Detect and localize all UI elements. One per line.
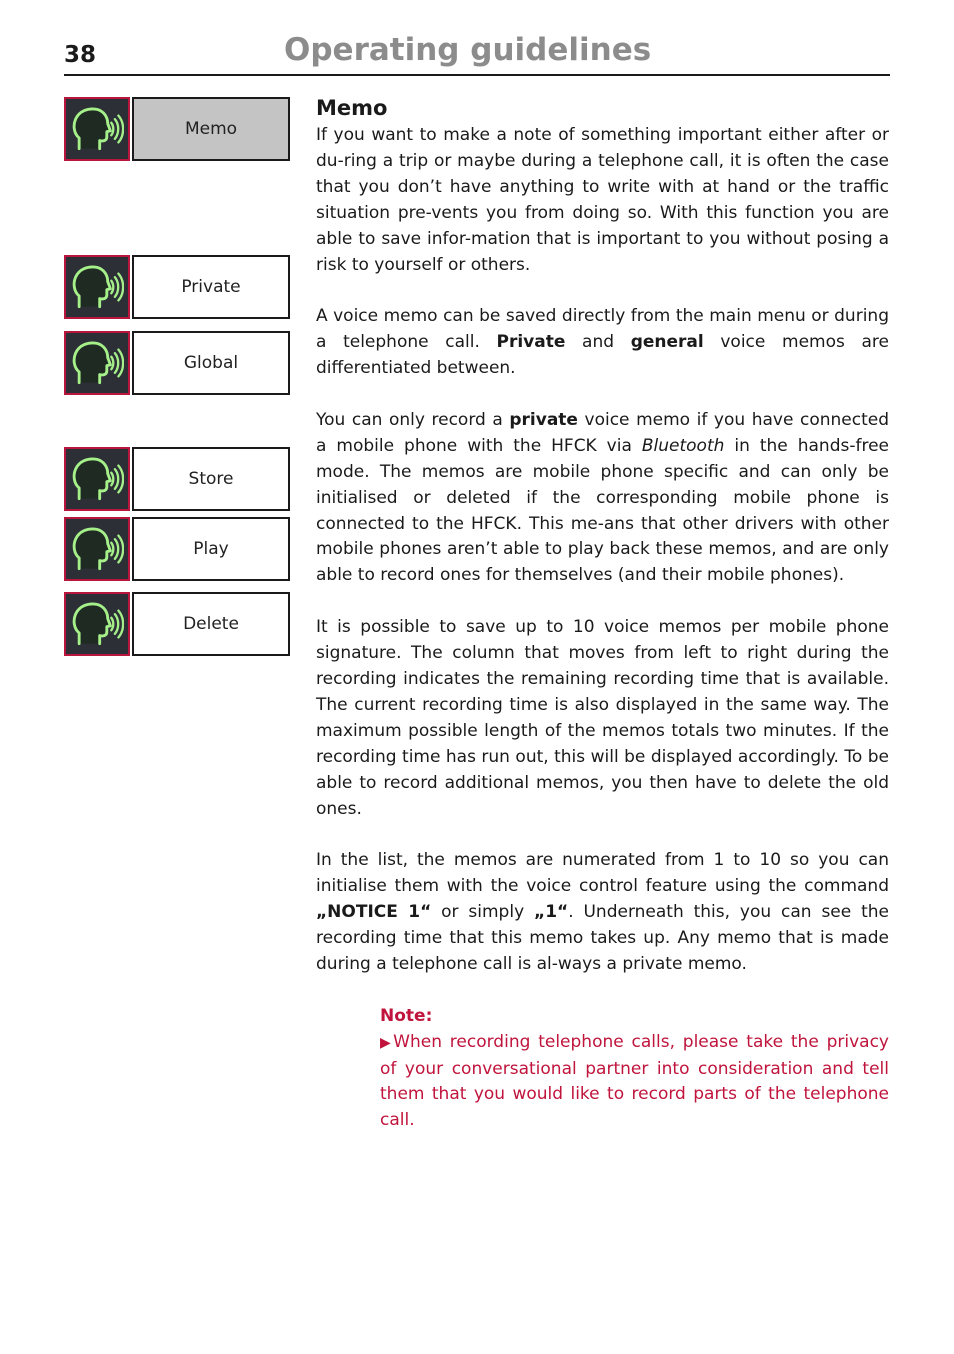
section-title: Memo <box>316 96 388 120</box>
store-button[interactable] <box>64 447 290 511</box>
note-text: ▶When recording telephone calls, please take the privacy of your conversational partner into consideration and tell them that you would like to record parts of the telephone call. <box>380 1031 889 1131</box>
voice-control-icon <box>64 592 130 656</box>
paragraph-private-memo: You can only record a private voice memo if you have connected a mobile phone with the HFCK via Bluetooth in the hands-free mode. The memos are mobile phone specific and can only be initialised or deleted if the corresponding mobile phone is connected to the HFCK. This me-ans that other drivers with other mobile phones aren’t able to play back these memos, and are only able to record ones for themselves (and their mobile phones). <box>316 409 890 586</box>
play-button-label: Play <box>132 517 290 581</box>
note-title: Note: <box>380 1005 433 1026</box>
memo-button-label: Memo <box>132 97 290 161</box>
play-button[interactable] <box>64 517 290 581</box>
page-header <box>64 30 890 76</box>
delete-button[interactable] <box>64 592 290 656</box>
page-number: 38 <box>64 42 97 68</box>
voice-control-icon <box>64 97 130 161</box>
global-button[interactable] <box>64 331 290 395</box>
memo-button[interactable] <box>64 97 290 161</box>
page-title: Operating guidelines <box>284 32 652 68</box>
paragraph-intro: If you want to make a note of something important either after or du-ring a trip or maybe during a telephone call, it is often the case that you don’t have anything to write with at hand or the traffic situation pre-vents you from doing so. With this function you are able to save infor-mation that is important to you without posing a risk to yourself or others. <box>316 125 889 275</box>
paragraph-memo-list: In the list, the memos are numerated from 1 to 10 so you can initialise them with the voice control feature using the command „NOTICE 1“ or simply „1“. Underneath this, you can see the recording time that this memo takes up. Any memo that is made during a telephone call is al-ways a private memo. <box>316 850 889 974</box>
voice-control-icon <box>64 331 130 395</box>
private-button[interactable] <box>64 255 290 319</box>
memo-section <box>316 95 889 1134</box>
voice-control-icon <box>64 447 130 511</box>
delete-button-label: Delete <box>132 592 290 656</box>
paragraph-memo-types: A voice memo can be saved directly from the main menu or during a telephone call. Private and general voice memos are differentiated between. <box>316 306 890 379</box>
note-box <box>380 1004 889 1135</box>
private-button-label: Private <box>132 255 290 319</box>
voice-control-icon <box>64 517 130 581</box>
voice-control-icon <box>64 255 130 319</box>
paragraph-recording-time: It is possible to save up to 10 voice memos per mobile phone signature. The column that moves from left to right during the recording indicates the remaining recording time that is available. The current recording time is also displayed in the same way. The maximum possible length of the memos totals two minutes. If the recording time has run out, this will be displayed accordingly. To be able to record additional memos, you then have to delete the old ones. <box>316 617 889 819</box>
global-button-label: Global <box>132 331 290 395</box>
triangle-right-icon: ▶ <box>380 1034 394 1051</box>
store-button-label: Store <box>132 447 290 511</box>
